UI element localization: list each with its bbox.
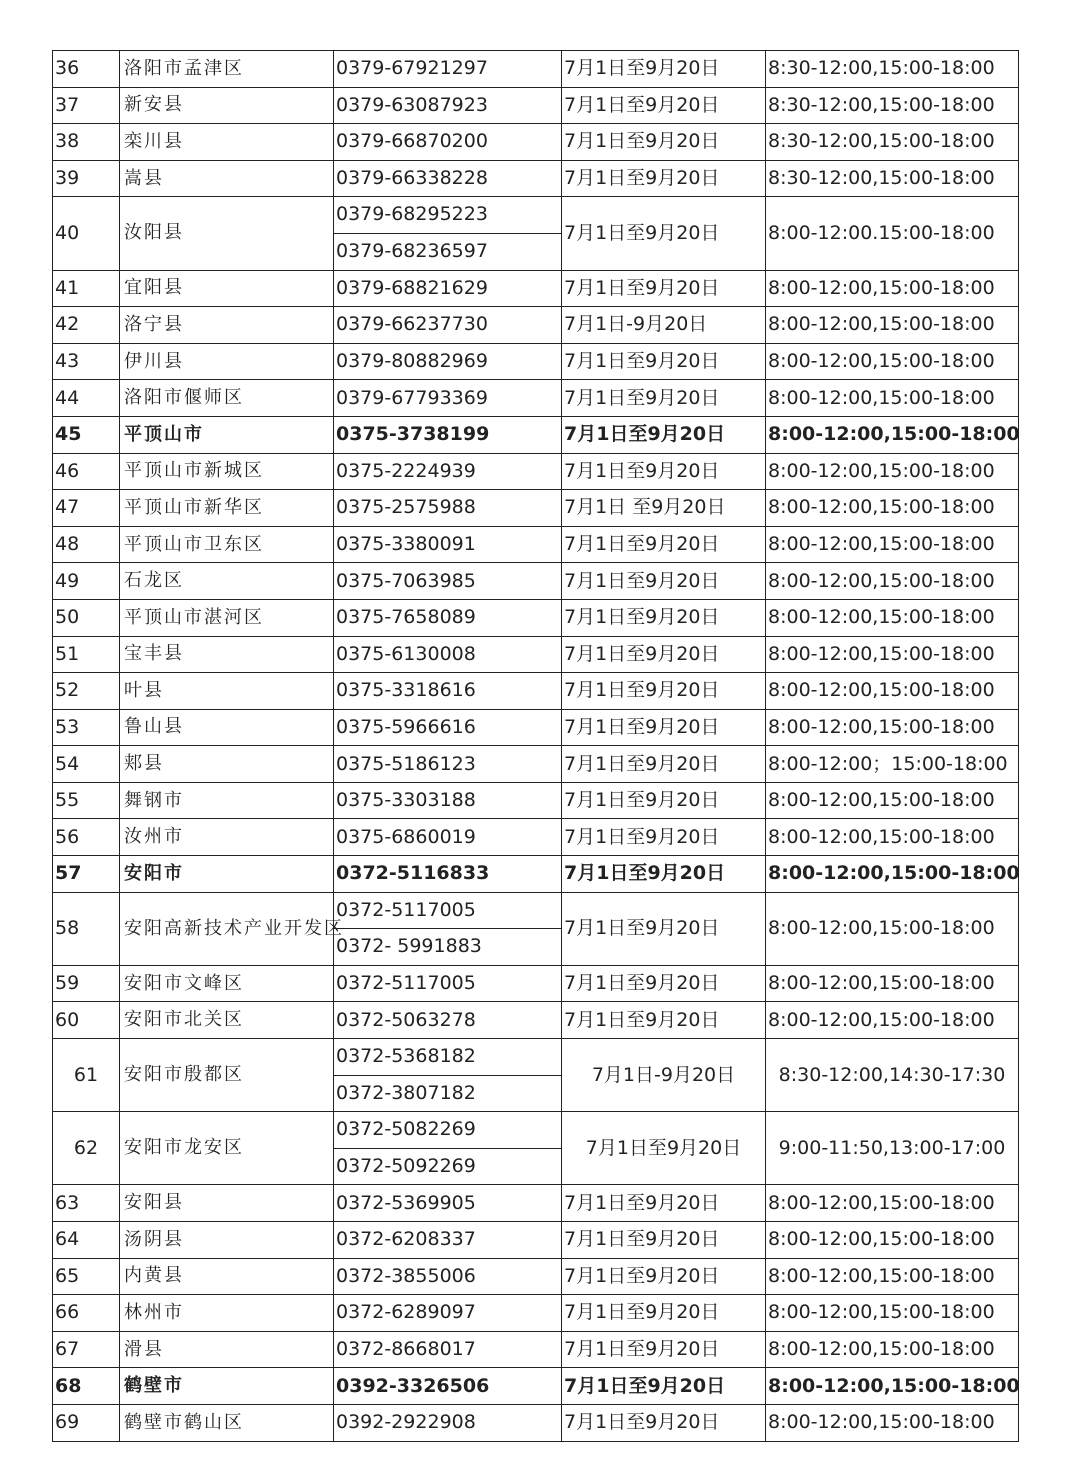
office-hours: 8:30-12:00,15:00-18:00 — [766, 51, 1019, 88]
region-name: 安阳市北关区 — [120, 1002, 334, 1039]
region-name: 安阳市龙安区 — [120, 1112, 334, 1185]
service-dates: 7月1日至9月20日 — [562, 87, 766, 124]
phone-number: 0372-3855006 — [334, 1258, 562, 1295]
phone-number: 0379-66338228 — [334, 160, 562, 197]
region-name: 汝州市 — [120, 819, 334, 856]
service-dates: 7月1日至9月20日 — [562, 1002, 766, 1039]
phone-number: 0372- 5991883 — [334, 928, 561, 965]
phone-number: 0375-5186123 — [334, 746, 562, 783]
table-row — [53, 51, 1019, 88]
region-name: 平顶山市新城区 — [120, 453, 334, 490]
phone-number: 0375-3380091 — [334, 526, 562, 563]
table-row — [53, 599, 1019, 636]
row-number: 62 — [53, 1112, 120, 1185]
table-row — [53, 819, 1019, 856]
office-hours: 8:00-12:00,15:00-18:00 — [766, 526, 1019, 563]
service-dates: 7月1日-9月20日 — [562, 307, 766, 344]
phone-number: 0375-7658089 — [334, 599, 562, 636]
phone-number: 0375-6860019 — [334, 819, 562, 856]
phone-number: 0372-5117005 — [334, 965, 562, 1002]
row-number: 42 — [53, 307, 120, 344]
office-hours: 9:00-11:50,13:00-17:00 — [766, 1112, 1019, 1185]
office-hours: 8:00-12:00,15:00-18:00 — [766, 673, 1019, 710]
phone-number: 0372-6208337 — [334, 1222, 562, 1259]
row-number: 60 — [53, 1002, 120, 1039]
row-number: 51 — [53, 636, 120, 673]
phone-number: 0379-68295223 — [336, 203, 488, 226]
row-number: 41 — [53, 270, 120, 307]
table-row — [53, 124, 1019, 161]
region-name: 新安县 — [120, 87, 334, 124]
region-name: 宜阳县 — [120, 270, 334, 307]
phone-number: 0375-3738199 — [334, 416, 562, 453]
office-hours: 8:00-12:00,15:00-18:00 — [766, 1222, 1019, 1259]
region-name: 叶县 — [120, 673, 334, 710]
office-hours: 8:00-12:00,15:00-18:00 — [766, 1002, 1019, 1039]
table-row — [53, 490, 1019, 527]
office-hours: 8:00-12:00,15:00-18:00 — [766, 343, 1019, 380]
office-hours: 8:00-12:00,15:00-18:00 — [766, 380, 1019, 417]
office-hours: 8:00-12:00,15:00-18:00 — [766, 453, 1019, 490]
region-name: 平顶山市 — [120, 416, 334, 453]
phone-number: 0372-3807182 — [334, 1075, 561, 1112]
region-name: 洛阳市偃师区 — [120, 380, 334, 417]
service-dates: 7月1日至9月20日 — [562, 526, 766, 563]
service-dates: 7月1日至9月20日 — [562, 197, 766, 270]
region-name: 汝阳县 — [120, 197, 334, 270]
office-hours: 8:00-12:00,15:00-18:00 — [766, 782, 1019, 819]
table-row — [53, 1295, 1019, 1332]
row-number: 67 — [53, 1331, 120, 1368]
office-hours: 8:30-12:00,15:00-18:00 — [766, 87, 1019, 124]
phone-number: 0375-3303188 — [334, 782, 562, 819]
row-number: 44 — [53, 380, 120, 417]
region-name: 伊川县 — [120, 343, 334, 380]
row-number: 46 — [53, 453, 120, 490]
service-dates: 7月1日至9月20日 — [562, 380, 766, 417]
phone-number: 0372-5116833 — [334, 856, 562, 893]
table-row — [53, 1185, 1019, 1222]
service-dates: 7月1日至9月20日 — [562, 1258, 766, 1295]
row-number: 50 — [53, 599, 120, 636]
row-number: 69 — [53, 1404, 120, 1441]
office-hours: 8:00-12:00,15:00-18:00 — [766, 636, 1019, 673]
office-hours: 8:00-12:00,15:00-18:00 — [766, 307, 1019, 344]
service-dates: 7月1日至9月20日 — [562, 1368, 766, 1405]
region-name: 石龙区 — [120, 563, 334, 600]
phone-number: 0375-2575988 — [334, 490, 562, 527]
row-number: 66 — [53, 1295, 120, 1332]
table-row — [53, 343, 1019, 380]
table-row — [53, 270, 1019, 307]
phone-number: 0375-6130008 — [334, 636, 562, 673]
service-dates: 7月1日至9月20日 — [562, 782, 766, 819]
row-number: 48 — [53, 526, 120, 563]
office-hours: 8:00-12:00；15:00-18:00 — [766, 746, 1019, 783]
region-name: 平顶山市湛河区 — [120, 599, 334, 636]
service-dates: 7月1日至9月20日 — [562, 673, 766, 710]
office-hours: 8:00-12:00,15:00-18:00 — [766, 1331, 1019, 1368]
table-row — [53, 856, 1019, 893]
office-hours: 8:00-12:00,15:00-18:00 — [766, 270, 1019, 307]
row-number: 54 — [53, 746, 120, 783]
table-body — [53, 51, 1019, 1442]
office-hours: 8:30-12:00,15:00-18:00 — [766, 124, 1019, 161]
table-row — [53, 1331, 1019, 1368]
table-row — [53, 673, 1019, 710]
phone-number: 0379-68236597 — [334, 233, 561, 270]
table-row — [53, 1258, 1019, 1295]
row-number: 57 — [53, 856, 120, 893]
row-number: 61 — [53, 1039, 120, 1112]
service-dates: 7月1日至9月20日 — [562, 1404, 766, 1441]
row-number: 47 — [53, 490, 120, 527]
office-hours: 8:00-12:00,15:00-18:00 — [766, 1404, 1019, 1441]
phone-numbers — [334, 1039, 562, 1112]
phone-number: 0379-68821629 — [334, 270, 562, 307]
phone-number: 0372-5063278 — [334, 1002, 562, 1039]
table-row — [53, 782, 1019, 819]
row-number: 58 — [53, 892, 120, 965]
row-number: 63 — [53, 1185, 120, 1222]
region-name: 栾川县 — [120, 124, 334, 161]
phone-number: 0372-5117005 — [336, 898, 476, 921]
region-name: 安阳高新技术产业开发区 — [120, 892, 334, 965]
table-row — [53, 197, 1019, 270]
region-name: 内黄县 — [120, 1258, 334, 1295]
region-name: 鹤壁市 — [120, 1368, 334, 1405]
service-dates: 7月1日至9月20日 — [562, 819, 766, 856]
phone-number: 0379-66870200 — [334, 124, 562, 161]
row-number: 45 — [53, 416, 120, 453]
phone-number: 0372-5369905 — [334, 1185, 562, 1222]
service-dates: 7月1日至9月20日 — [562, 1331, 766, 1368]
phone-number: 0372-8668017 — [334, 1331, 562, 1368]
phone-number: 0372-5082269 — [336, 1118, 476, 1141]
region-name: 舞钢市 — [120, 782, 334, 819]
region-name: 鹤壁市鹤山区 — [120, 1404, 334, 1441]
service-dates: 7月1日至9月20日 — [562, 1295, 766, 1332]
table-row — [53, 746, 1019, 783]
service-dates: 7月1日 至9月20日 — [562, 490, 766, 527]
office-hours: 8:00-12:00,15:00-18:00 — [766, 892, 1019, 965]
row-number: 52 — [53, 673, 120, 710]
region-name: 滑县 — [120, 1331, 334, 1368]
office-hours: 8:00-12:00,15:00-18:00 — [766, 1368, 1019, 1405]
service-dates: 7月1日至9月20日 — [562, 636, 766, 673]
office-hours: 8:00-12:00,15:00-18:00 — [766, 1185, 1019, 1222]
region-name: 林州市 — [120, 1295, 334, 1332]
phone-number: 0372-6289097 — [334, 1295, 562, 1332]
region-name: 安阳市文峰区 — [120, 965, 334, 1002]
row-number: 64 — [53, 1222, 120, 1259]
office-hours: 8:00-12:00,15:00-18:00 — [766, 709, 1019, 746]
region-name: 安阳县 — [120, 1185, 334, 1222]
table-row — [53, 380, 1019, 417]
phone-numbers — [334, 197, 562, 270]
region-name: 嵩县 — [120, 160, 334, 197]
phone-number: 0372-5092269 — [334, 1148, 561, 1185]
row-number: 55 — [53, 782, 120, 819]
office-hours: 8:00-12:00,15:00-18:00 — [766, 563, 1019, 600]
row-number: 37 — [53, 87, 120, 124]
service-dates: 7月1日至9月20日 — [562, 1222, 766, 1259]
phone-number: 0379-67921297 — [334, 51, 562, 88]
row-number: 38 — [53, 124, 120, 161]
region-name: 安阳市 — [120, 856, 334, 893]
service-dates: 7月1日至9月20日 — [562, 965, 766, 1002]
office-hours-table — [52, 50, 1019, 1442]
row-number: 40 — [53, 197, 120, 270]
table-row — [53, 1222, 1019, 1259]
table-row — [53, 1002, 1019, 1039]
service-dates: 7月1日至9月20日 — [562, 1112, 766, 1185]
row-number: 59 — [53, 965, 120, 1002]
phone-numbers — [334, 892, 562, 965]
office-hours: 8:00-12:00,15:00-18:00 — [766, 1295, 1019, 1332]
phone-number: 0375-2224939 — [334, 453, 562, 490]
table-row — [53, 160, 1019, 197]
row-number: 36 — [53, 51, 120, 88]
office-hours: 8:00-12:00.15:00-18:00 — [766, 197, 1019, 270]
row-number: 39 — [53, 160, 120, 197]
service-dates: 7月1日至9月20日 — [562, 124, 766, 161]
phone-number: 0375-3318616 — [334, 673, 562, 710]
phone-number: 0392-3326506 — [334, 1368, 562, 1405]
office-hours: 8:30-12:00,14:30-17:30 — [766, 1039, 1019, 1112]
service-dates: 7月1日至9月20日 — [562, 453, 766, 490]
region-name: 平顶山市卫东区 — [120, 526, 334, 563]
service-dates: 7月1日至9月20日 — [562, 270, 766, 307]
service-dates: 7月1日至9月20日 — [562, 343, 766, 380]
region-name: 郏县 — [120, 746, 334, 783]
table-row — [53, 563, 1019, 600]
service-dates: 7月1日至9月20日 — [562, 709, 766, 746]
office-hours: 8:00-12:00,15:00-18:00 — [766, 1258, 1019, 1295]
office-hours: 8:00-12:00,15:00-18:00 — [766, 856, 1019, 893]
service-dates: 7月1日至9月20日 — [562, 746, 766, 783]
phone-number: 0379-66237730 — [334, 307, 562, 344]
table-row — [53, 1404, 1019, 1441]
phone-number: 0379-80882969 — [334, 343, 562, 380]
region-name: 洛阳市孟津区 — [120, 51, 334, 88]
row-number: 65 — [53, 1258, 120, 1295]
office-hours: 8:00-12:00,15:00-18:00 — [766, 599, 1019, 636]
service-dates: 7月1日至9月20日 — [562, 160, 766, 197]
table-row — [53, 709, 1019, 746]
service-dates: 7月1日至9月20日 — [562, 599, 766, 636]
row-number: 53 — [53, 709, 120, 746]
table-row — [53, 636, 1019, 673]
region-name: 鲁山县 — [120, 709, 334, 746]
service-dates: 7月1日至9月20日 — [562, 892, 766, 965]
table-row — [53, 1112, 1019, 1185]
row-number: 43 — [53, 343, 120, 380]
office-hours: 8:00-12:00,15:00-18:00 — [766, 490, 1019, 527]
office-hours: 8:00-12:00,15:00-18:00 — [766, 965, 1019, 1002]
table-row — [53, 1368, 1019, 1405]
service-dates: 7月1日至9月20日 — [562, 51, 766, 88]
table-row — [53, 526, 1019, 563]
region-name: 汤阴县 — [120, 1222, 334, 1259]
service-dates: 7月1日-9月20日 — [562, 1039, 766, 1112]
phone-number: 0379-67793369 — [334, 380, 562, 417]
phone-number: 0379-63087923 — [334, 87, 562, 124]
phone-number: 0372-5368182 — [336, 1045, 476, 1068]
phone-number: 0375-7063985 — [334, 563, 562, 600]
row-number: 56 — [53, 819, 120, 856]
phone-numbers — [334, 1112, 562, 1185]
row-number: 49 — [53, 563, 120, 600]
table-row — [53, 453, 1019, 490]
service-dates: 7月1日至9月20日 — [562, 1185, 766, 1222]
office-hours: 8:30-12:00,15:00-18:00 — [766, 160, 1019, 197]
phone-number: 0392-2922908 — [334, 1404, 562, 1441]
region-name: 平顶山市新华区 — [120, 490, 334, 527]
office-hours: 8:00-12:00,15:00-18:00 — [766, 819, 1019, 856]
phone-number: 0375-5966616 — [334, 709, 562, 746]
table-row — [53, 892, 1019, 965]
table-row — [53, 416, 1019, 453]
table-row — [53, 307, 1019, 344]
row-number: 68 — [53, 1368, 120, 1405]
service-dates: 7月1日至9月20日 — [562, 416, 766, 453]
region-name: 宝丰县 — [120, 636, 334, 673]
office-hours: 8:00-12:00,15:00-18:00 — [766, 416, 1019, 453]
table-row — [53, 1039, 1019, 1112]
region-name: 安阳市殷都区 — [120, 1039, 334, 1112]
table-row — [53, 87, 1019, 124]
service-dates: 7月1日至9月20日 — [562, 856, 766, 893]
service-dates: 7月1日至9月20日 — [562, 563, 766, 600]
table-row — [53, 965, 1019, 1002]
region-name: 洛宁县 — [120, 307, 334, 344]
